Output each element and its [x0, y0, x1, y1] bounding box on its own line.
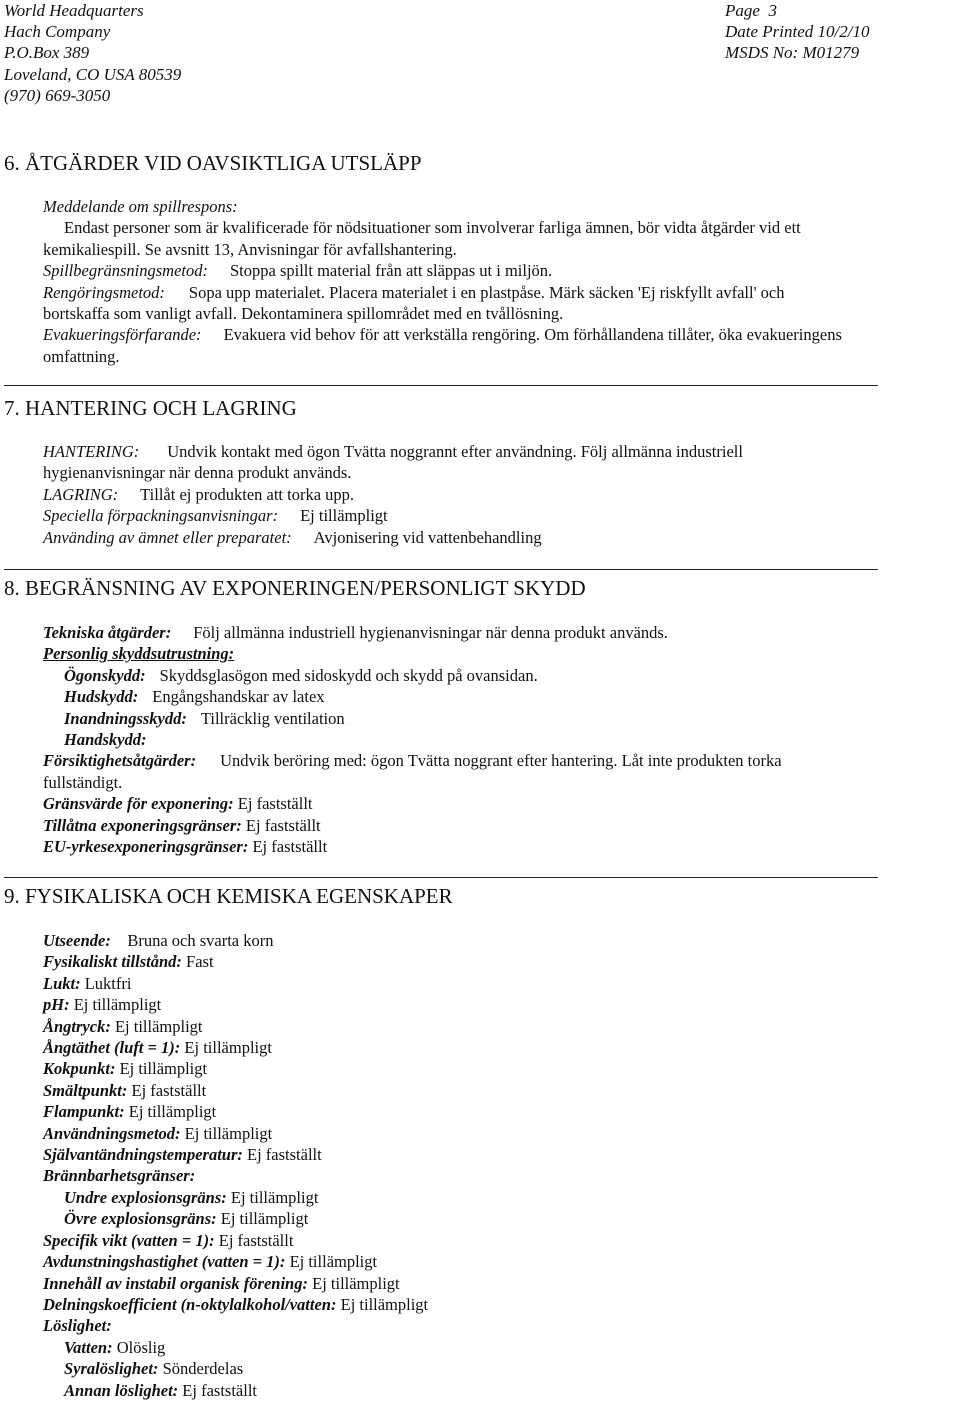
packaging-value: Ej tillämpligt [300, 506, 388, 526]
precautions-label: Försiktighetsåtgärder: [43, 751, 197, 771]
eye-protection-value: Skyddsglasögon med sidoskydd och skydd på ovansidan. [159, 665, 538, 685]
allowed-limits-label: Tillåtna exponeringsgränser: [43, 815, 242, 835]
company-line: P.O.Box 389 [4, 43, 90, 63]
spill-notice-text: Endast personer som är kvalificerade för nödsituationer som involverar farliga ämnen, bör vidta åtgärder vid ett [64, 218, 801, 238]
property-value: Ej tillämpligt [73, 995, 162, 1015]
tech-measures-label: Tekniska åtgärder: [43, 623, 172, 642]
section-divider [4, 569, 878, 570]
property-row [0, 1080, 960, 1101]
section-7 [0, 395, 960, 421]
property-row [0, 1123, 960, 1144]
handling-label: HANTERING: [43, 442, 140, 461]
property-row [0, 1101, 960, 1122]
property-label: Smältpunkt: [43, 1080, 128, 1100]
cleanup-value: Sopa upp materialet. Placera materialet i en plastpåse. Märk säcken 'Ej riskfyllt avfall' och [188, 282, 785, 302]
skin-protection-label: Hudskydd: [64, 687, 139, 707]
property-label: Delningskoefficient (n-oktylalkohol/vatten: [43, 1294, 337, 1314]
property-value: Ej tillämpligt [114, 1016, 203, 1036]
section-6-body [0, 196, 960, 367]
document-meta-block [725, 0, 869, 64]
property-label: Vatten: [64, 1337, 113, 1357]
property-row [0, 1144, 960, 1165]
property-label: Användningsmetod: [43, 1123, 181, 1143]
storage-label: LAGRING: [43, 484, 119, 504]
property-label: Innehåll av instabil organisk förening: [43, 1273, 308, 1293]
eye-protection-label: Ögonskydd: [64, 665, 146, 685]
property-row [0, 1337, 960, 1358]
page-number: 3 [768, 1, 777, 20]
usage-label: Använding av ämnet eller preparatet: [43, 527, 292, 547]
spill-notice-label: Meddelande om spillrespons: [43, 197, 238, 216]
property-label: Lukt: [43, 973, 81, 993]
property-row [0, 1251, 960, 1272]
ppe-label: Personlig skyddsutrustning: [43, 644, 235, 664]
page-indicator [725, 0, 869, 21]
property-label: Utseende: [43, 931, 111, 950]
section-title: 9. FYSIKALISKA OCH KEMISKA EGENSKAPER [4, 884, 453, 908]
company-line: World Headquarters [4, 1, 144, 20]
company-line: Loveland, CO USA 80539 [4, 64, 182, 84]
property-label: Syralöslighet: [64, 1359, 159, 1379]
property-value: Ej tillämpligt [128, 1102, 217, 1122]
packaging-label: Speciella förpackningsanvisningar: [43, 506, 279, 526]
property-label: Löslighet: [43, 1316, 112, 1336]
eu-limits-value: Ej fastställt [252, 837, 328, 857]
property-value: Fast [186, 952, 214, 972]
property-value: Ej tillämpligt [220, 1209, 309, 1229]
property-row [0, 1380, 960, 1401]
msds-number: MSDS No: M01279 [725, 43, 860, 63]
handling-value: Undvik kontakt med ögon Tvätta noggrannt efter användning. Följ allmänna industriell [167, 442, 743, 461]
inhalation-protection-value: Tillräcklig ventilation [200, 708, 345, 728]
property-row [0, 930, 960, 951]
property-row [0, 1165, 960, 1186]
spill-notice-text: kemikaliespill. Se avsnitt 13, Anvisningar för avfallshantering. [43, 239, 457, 259]
property-row [0, 1230, 960, 1251]
tech-measures-value: Följ allmänna industriell hygienanvisningar när denna produkt används. [193, 623, 668, 642]
property-value: Ej tillämpligt [230, 1187, 319, 1207]
property-value: Sönderdelas [162, 1359, 244, 1379]
property-label: Specifik vikt (vatten = 1): [43, 1230, 215, 1250]
skin-protection-value: Engångshandskar av latex [152, 687, 325, 707]
property-label: Fysikaliskt tillstånd: [43, 952, 182, 972]
exposure-limit-label: Gränsvärde för exponering: [43, 794, 234, 814]
property-value: Ej fastställt [131, 1080, 207, 1100]
property-value: Olöslig [116, 1337, 166, 1357]
property-row [0, 1273, 960, 1294]
section-7-body [0, 441, 960, 548]
property-value: Ej fastställt [218, 1230, 294, 1250]
property-label: Undre explosionsgräns: [64, 1187, 227, 1207]
property-value: Ej tillämpligt [119, 1059, 208, 1079]
precautions-value: fullständigt. [43, 772, 123, 792]
evacuation-value: Evakuera vid behov för att verkställa rengöring. Om förhållandena tillåter, öka evakueringens [223, 325, 842, 345]
property-row [0, 1037, 960, 1058]
property-value: Bruna och svarta korn [127, 931, 274, 950]
property-label: Ångtäthet (luft = 1): [43, 1038, 181, 1058]
section-divider [4, 877, 878, 878]
company-line: (970) 669-3050 [4, 85, 111, 105]
date-printed: Date Printed 10/2/10 [725, 22, 870, 42]
property-label: Ångtryck: [43, 1016, 111, 1036]
property-label: Kokpunkt: [43, 1059, 116, 1079]
property-value: Ej fastställt [182, 1380, 257, 1400]
precautions-value: Undvik beröring med: ögon Tvätta noggrant efter hantering. Låt inte produkten torka [220, 751, 782, 771]
property-label: pH: [43, 995, 70, 1015]
inhalation-protection-label: Inandningsskydd: [64, 708, 187, 728]
property-row [0, 1016, 960, 1037]
property-label: Avdunstningshastighet (vatten = 1): [43, 1252, 286, 1272]
section-9 [0, 883, 960, 909]
allowed-limits-value: Ej fastställt [245, 815, 321, 835]
cleanup-label: Rengöringsmetod: [43, 282, 165, 302]
section-title: 6. ÅTGÄRDER VID OAVSIKTLIGA UTSLÄPP [4, 151, 422, 175]
property-row [0, 1208, 960, 1229]
containment-label: Spillbegränsningsmetod: [43, 261, 208, 281]
property-row [0, 1294, 960, 1315]
eu-limits-label: EU-yrkesexponeringsgränser: [43, 837, 249, 857]
section-8-body [0, 622, 960, 857]
property-row [0, 1187, 960, 1208]
properties-list [0, 930, 960, 1401]
property-value: Ej tillämpligt [184, 1123, 273, 1143]
containment-value: Stoppa spillt material från att släppas ut i miljön. [230, 261, 553, 281]
section-title: 8. BEGRÄNSNING AV EXPONERINGEN/PERSONLIGT SKYDD [4, 576, 586, 600]
evacuation-label: Evakueringsförfarande: [43, 325, 202, 345]
company-line: Hach Company [4, 22, 111, 42]
property-value: Ej tillämpligt [289, 1252, 378, 1272]
hand-protection-label: Handskydd: [64, 730, 147, 750]
section-6 [0, 150, 960, 176]
property-label: Flampunkt: [43, 1102, 125, 1122]
section-divider [4, 385, 878, 386]
property-label: Annan löslighet: [64, 1380, 179, 1400]
property-label: Självantändningstemperatur: [43, 1145, 243, 1165]
property-label: Brännbarhetsgränser: [43, 1166, 196, 1186]
property-value: Ej tillämpligt [340, 1294, 429, 1314]
property-label: Övre explosionsgräns: [64, 1209, 217, 1229]
property-row [0, 973, 960, 994]
property-value: Luktfri [84, 973, 132, 993]
property-row [0, 994, 960, 1015]
property-row [0, 1315, 960, 1336]
handling-value: hygienanvisningar när denna produkt används. [43, 463, 352, 483]
usage-value: Avjonisering vid vattenbehandling [313, 527, 542, 547]
storage-value: Tillåt ej produkten att torka upp. [140, 484, 355, 504]
section-title: 7. HANTERING OCH LAGRING [4, 396, 297, 420]
section-8 [0, 575, 960, 601]
property-row [0, 1358, 960, 1379]
exposure-limit-value: Ej fastställt [237, 794, 313, 814]
company-address-block [4, 0, 181, 106]
property-row [0, 1058, 960, 1079]
property-value: Ej tillämpligt [312, 1273, 400, 1293]
page-label: Page [725, 1, 760, 20]
evacuation-value: omfattning. [43, 346, 120, 366]
property-row [0, 951, 960, 972]
property-value: Ej fastställt [247, 1145, 322, 1165]
cleanup-value: bortskaffa som vanligt avfall. Dekontaminera spillområdet med en tvållösning. [43, 304, 564, 324]
property-value: Ej tillämpligt [184, 1038, 272, 1058]
